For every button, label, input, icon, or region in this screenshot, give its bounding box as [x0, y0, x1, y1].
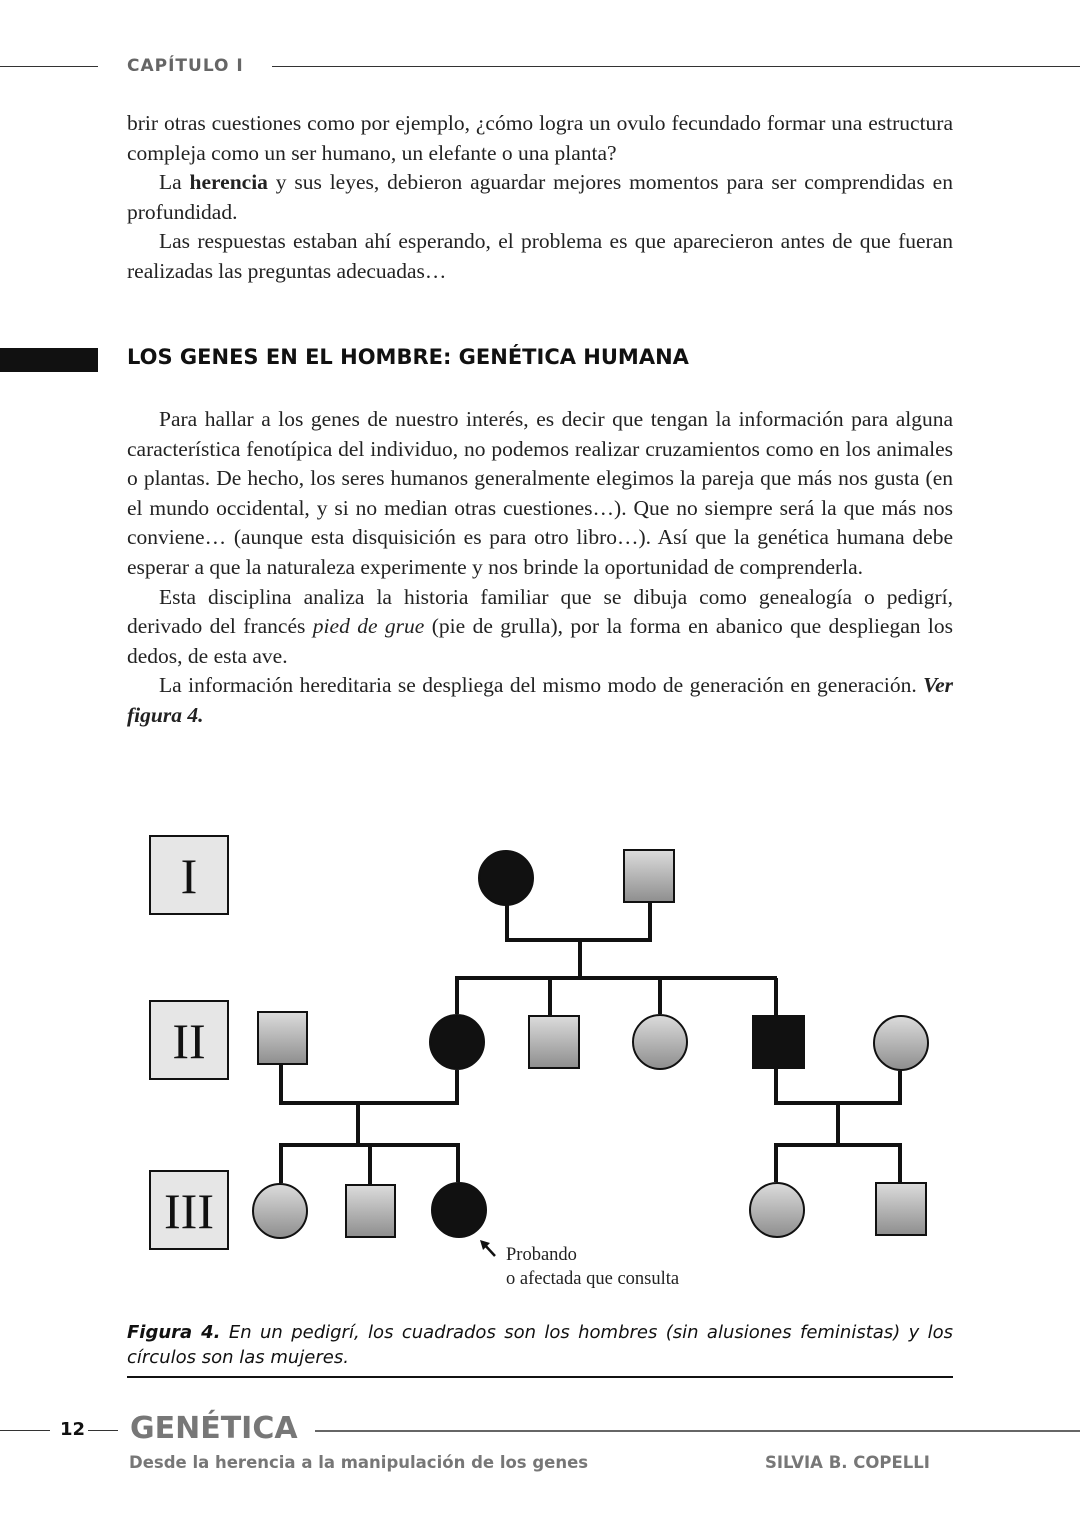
caption-rule [127, 1376, 953, 1378]
figure-caption [127, 1320, 953, 1370]
footer-dash [88, 1430, 118, 1431]
proband-sublabel: o afectada que consulta [506, 1269, 680, 1289]
male-affected-ii-4 [753, 1016, 804, 1068]
female-unaffected-iii-1 [253, 1184, 307, 1238]
page-number: 12 [60, 1419, 86, 1440]
bold-text: Ver figura 4. [127, 673, 953, 727]
text-run: y sus leyes, debieron aguardar mejores momentos para ser comprendidas en profundidad. [127, 170, 953, 224]
female-unaffected-iii-4 [750, 1183, 804, 1237]
proband-arrow-icon [480, 1240, 495, 1256]
text-run: Las respuestas estaban ahí esperando, el problema es que aparecieron antes de que fueran realizadas las preguntas adecuadas… [127, 229, 953, 283]
generation-label-ii: II [172, 1013, 206, 1069]
book-title: GENÉTICA [130, 1411, 298, 1446]
text-run: Esta disciplina analiza la historia familiar que se dibuja como genealogía o pedigrí, derivado del francés [127, 584, 953, 639]
male-unaffected-iii-5 [876, 1183, 926, 1235]
female-affected-proband [432, 1183, 486, 1237]
generation-label-i: I [180, 848, 198, 904]
book-subtitle: Desde la herencia a la manipulación de los genes [129, 1453, 589, 1472]
text-run: La información hereditaria se despliega del mismo modo de generación en generación. [159, 673, 924, 698]
text-run: La [159, 170, 190, 195]
text-run: (pie de grulla), por la forma en abanico que despliegan los dedos, de esta ave. [127, 614, 953, 668]
bold-text: herencia [189, 170, 268, 195]
male-unaffected-ii-2 [529, 1016, 579, 1068]
male-unaffected-ii-spouse [258, 1012, 307, 1064]
female-affected-ii-1 [430, 1015, 484, 1069]
generation-label-iii: III [164, 1183, 214, 1239]
text-run: brir otras cuestiones como por ejemplo, ¿cómo logra un ovulo fecundado formar una estructura compleja como un ser humano, un elefante o una planta? [127, 111, 953, 165]
footer-rule-left [0, 1430, 50, 1431]
proband-label: Probando [506, 1245, 577, 1265]
female-unaffected-ii-3 [633, 1015, 687, 1069]
footer-rule-right [315, 1430, 1080, 1432]
book-author: SILVIA B. COPELLI [765, 1453, 930, 1472]
pedigree-lines [279, 902, 902, 1185]
female-affected-i-1 [479, 851, 533, 905]
female-unaffected-ii-spouse [874, 1016, 928, 1070]
caption-text: En un pedigrí, los cuadrados son los hombres (sin alusiones feministas) y los círculos son las mujeres. [127, 1322, 954, 1368]
section-heading: LOS GENES EN EL HOMBRE: GENÉTICA HUMANA [127, 345, 689, 369]
male-unaffected-i-2 [624, 850, 674, 902]
caption-label: Figura 4. [127, 1322, 221, 1343]
text-run: Para hallar a los genes de nuestro interés, es decir que tengan la información para alguna característica fenotípica del individuo, no podemos realizar cruzamientos como en los animales o plantas. De hecho, los seres humanos generalmente elegimos la pareja que más nos gusta (en el mundo occidental, y si no median otras cuestiones…). Que no siempre será la que más nos conviene… (aunque esta disquisición es para otro libro…). Así que la genética humana debe esperar a que la naturaleza experimente y nos brinde la oportunidad de comprenderla. [127, 407, 953, 579]
chapter-label: CAPÍTULO I [127, 56, 244, 76]
male-unaffected-iii-2 [346, 1185, 395, 1237]
italic-text: pied de grue [312, 614, 425, 639]
